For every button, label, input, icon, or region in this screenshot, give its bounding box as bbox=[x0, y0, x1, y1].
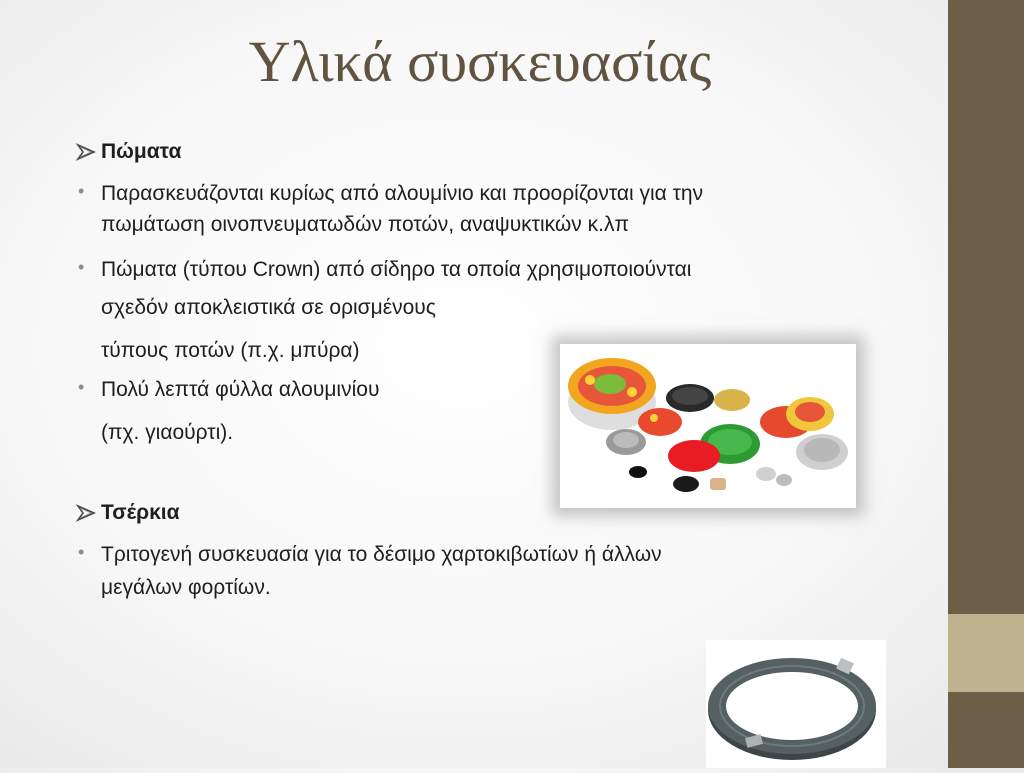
bullet-text: τύπους ποτών (π.χ. μπύρα) bbox=[101, 339, 360, 362]
section-heading-straps: Τσέρκια bbox=[101, 501, 180, 524]
bullet-dot: • bbox=[78, 377, 85, 397]
bullet-text: μεγάλων φορτίων. bbox=[101, 576, 271, 599]
bullet-text: σχεδόν αποκλειστικά σε ορισμένους bbox=[101, 296, 436, 319]
bullet-text: πωμάτωση οινοπνευματωδών ποτών, αναψυκτικών κ.λπ bbox=[101, 213, 629, 236]
arrow-bullet-icon bbox=[76, 142, 96, 162]
steel-strap-coil-photo bbox=[706, 640, 886, 768]
bullet-text: (πχ. γιαούρτι). bbox=[101, 421, 234, 444]
bottle-caps-photo bbox=[560, 344, 856, 508]
arrow-bullet-icon bbox=[76, 503, 96, 523]
bullet-text: Παρασκευάζονται κυρίως από αλουμίνιο και προορίζονται για την bbox=[101, 182, 704, 205]
sidebar-decoration-bottom bbox=[948, 692, 1024, 768]
bullet-text: Πώματα (τύπου Crown) από σίδηρο τα οποία χρησιμοποιούνται bbox=[101, 258, 692, 281]
slide-title: Υλικά συσκευασίας bbox=[248, 29, 712, 94]
bullet-text: Πολύ λεπτά φύλλα αλουμινίου bbox=[101, 378, 380, 401]
sidebar-decoration-accent bbox=[948, 614, 1024, 692]
bullet-text: Τριτογενή συσκευασία για το δέσιμο χαρτοκιβωτίων ή άλλων bbox=[101, 543, 662, 566]
bullet-dot: • bbox=[78, 181, 85, 201]
section-heading-caps: Πώματα bbox=[101, 140, 182, 163]
bullet-dot: • bbox=[78, 542, 85, 562]
bullet-dot: • bbox=[78, 257, 85, 277]
